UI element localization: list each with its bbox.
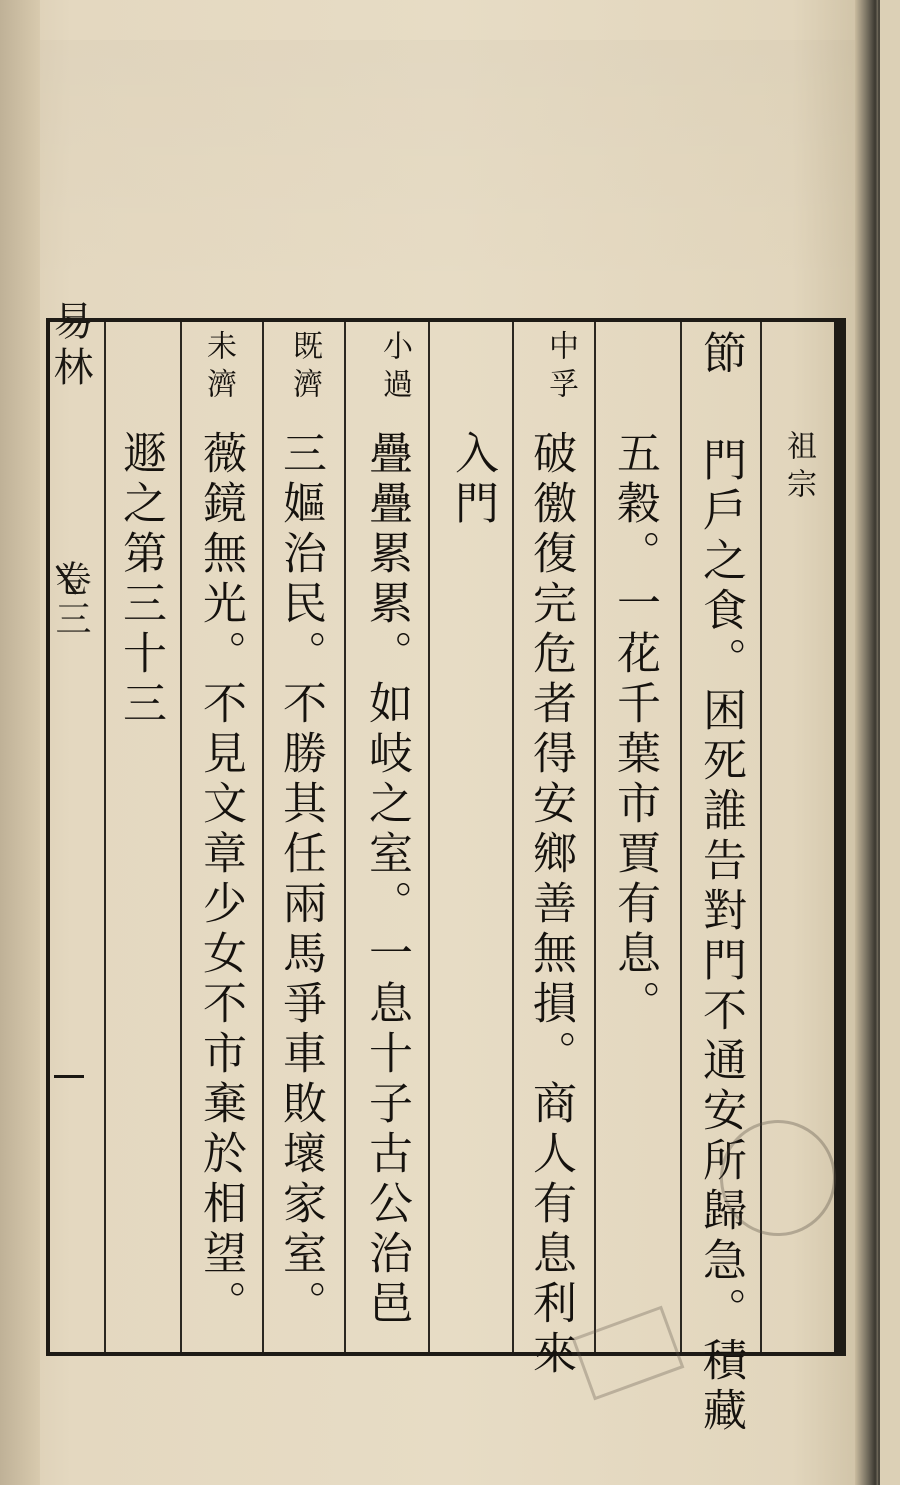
column-13: 遯之第三十三 [115, 430, 166, 730]
column-6: 入門 [447, 430, 498, 530]
column-4: 中孚 [543, 330, 578, 406]
column-1: 祖宗 [781, 430, 816, 506]
column-rule [680, 322, 682, 1352]
column-rule [594, 322, 596, 1352]
column-7: 小過 [377, 330, 412, 406]
column-5: 破徼復完危者得安鄉善無損。商人有息利來 [525, 430, 576, 1380]
column-8: 疊疊累累。如岐之室。一息十子古公治邑 [361, 430, 412, 1330]
column-12: 薇鏡無光。不見文章少女不市棄於相望。 [195, 430, 246, 1330]
column-3: 五穀。一花千葉市賈有息。 [609, 430, 660, 1030]
column-rule [344, 322, 346, 1352]
column-rule [104, 322, 106, 1352]
frame-right-double-rule [834, 318, 842, 1356]
column-rule [262, 322, 264, 1352]
page-number-mark [54, 1075, 84, 1078]
page-left-edge [0, 0, 40, 1485]
column-11: 未濟 [201, 330, 236, 406]
column-rule [512, 322, 514, 1352]
column-10: 三嫗治民。不勝其任兩馬爭車敗壞家室。 [275, 430, 326, 1330]
block-center-chapter: 卷三 [50, 560, 91, 640]
next-page-edge [878, 0, 900, 1485]
block-center-title: 易林 [47, 300, 93, 392]
column-2: 節 門戶之食。困死誰告對門不通安所歸急。積藏 [695, 330, 746, 1437]
upper-margin [40, 40, 860, 300]
column-rule [180, 322, 182, 1352]
column-rule [428, 322, 430, 1352]
column-9: 既濟 [287, 330, 322, 406]
